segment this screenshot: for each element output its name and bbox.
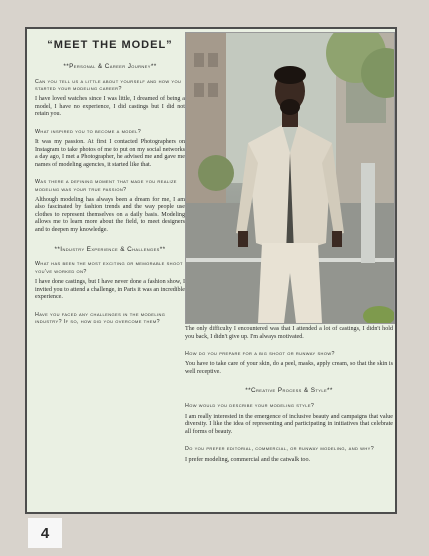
- article-title: “MEET THE MODEL”: [47, 39, 173, 51]
- question-7: How would you describe your modeling style?: [185, 403, 315, 410]
- question-2: What inspired you to become a model?: [35, 128, 142, 135]
- answer-6: You have to take care of your skin, do a peel, masks, apply cream, so that the skin is well receptive.: [185, 361, 393, 375]
- answer-7: I am really interested in the emergence of inclusive beauty and campaigns that value diversity. I like the idea of representing and participating in initiatives that celebrate all forms of beauty.: [185, 413, 393, 435]
- page-number: 4: [28, 518, 62, 548]
- question-6: How do you prepare for a big shoot or runway show?: [185, 351, 335, 358]
- question-8: Do you prefer editorial, commercial, or runway modeling, and why?: [185, 446, 375, 453]
- magazine-page: [25, 27, 397, 514]
- question-1: Can you tell us a little about yourself and how you started your modeling career?: [35, 78, 182, 92]
- answer-1: I have loved watches since I was little, I dreamed of being a model, I have no experience, I did castings but I did not retain you.: [35, 96, 185, 118]
- model-photo: [185, 32, 395, 324]
- section-heading-creative: **Creative Process & Style**: [245, 387, 333, 395]
- left-column: [35, 35, 185, 513]
- answer-8: I prefer modeling, commercial and the catwalk too.: [185, 456, 311, 463]
- section-heading-industry: **Industry Experience & Challenges**: [54, 245, 166, 253]
- question-5: Have you faced any challenges in the modeling industry? If so, how did you overcome them?: [35, 311, 166, 325]
- section-heading-personal: **Personal & Career Journey**: [63, 62, 157, 70]
- answer-3: Although modeling has always been a dream for me, I am also fascinated by fashion trends and the way people use clothes to represent themselves on a daily basis. Modeling allows me to learn more about the field, to meet designers and to deepen my knowledge.: [35, 196, 185, 234]
- question-3: Was there a defining moment that made you realize modeling was your true passion?: [35, 179, 177, 193]
- question-4: What has been the most exciting or memorable shoot you've worked on?: [35, 261, 183, 275]
- right-column: [185, 326, 393, 512]
- answer-5: The only difficulty I encountered was that I attended a lot of castings, I didn't hold you back, I didn't give up. I'm always motivated.: [185, 326, 393, 340]
- answer-2: It was my passion. At first I contacted Photographers on Instagram to take photos of me to put on my social networks a day ago, I met a Photographer, he advised me and gave me names of modeling agencies, it started like that.: [35, 139, 185, 168]
- answer-4: I have done castings, but I have never done a fashion show, I invited you to attend a challenge, in Paris it was an incredible experience.: [35, 279, 185, 301]
- model-photo-illustration: [186, 33, 394, 323]
